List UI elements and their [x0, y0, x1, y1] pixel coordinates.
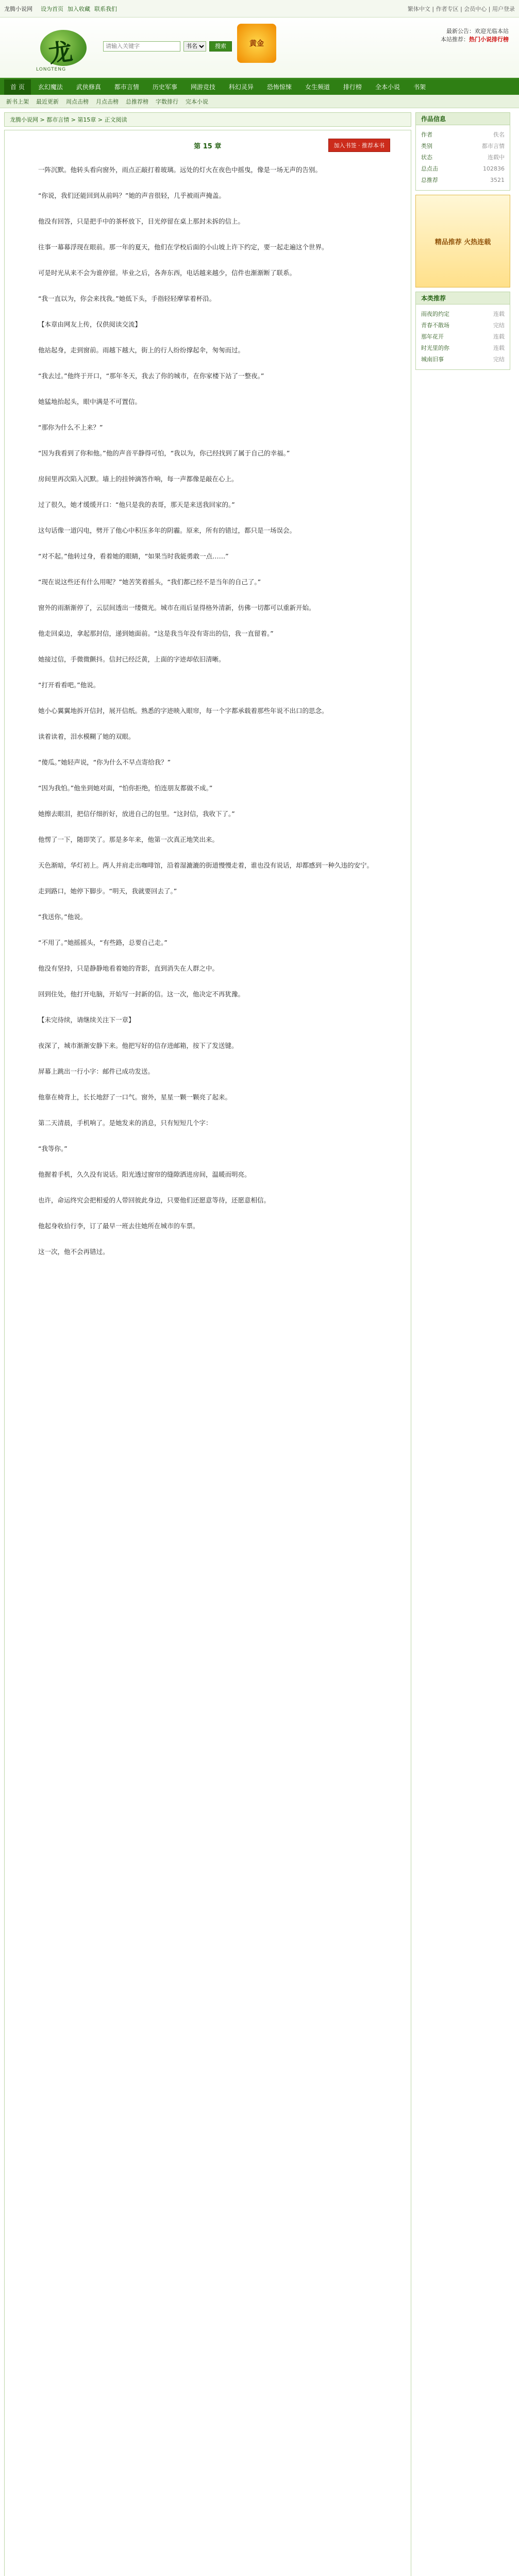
sidebar-row-label: 青春不散场 — [421, 322, 449, 329]
sidebar — [415, 112, 510, 2576]
chapter-paragraph: 读着读着，泪水模糊了她的双眼。 — [38, 733, 135, 740]
breadcrumb[interactable]: 龙腾小说网 > 都市言情 > 第15章 > 正文阅读 — [4, 112, 411, 127]
nav-item-urban[interactable]: 都市言情 — [114, 83, 139, 91]
chapter-paragraph: 天色渐暗，华灯初上。两人并肩走出咖啡馆，沿着湿漉漉的街道慢慢走着，谁也没有说话，却都感到一种久违的安宁。 — [38, 861, 374, 869]
chapter-paragraph: 他没有回答，只是把手中的茶杯放下，目光停留在桌上那封未拆的信上。 — [38, 217, 245, 225]
chapter-paragraph: 往事一幕幕浮现在眼前。那一年的夏天，他们在学校后面的小山坡上许下约定，要一起走遍这个世界。 — [38, 243, 328, 251]
chapter-paragraph: 也许，命运终究会把相爱的人带回彼此身边，只要他们还愿意等待，还愿意相信。 — [38, 1196, 271, 1204]
sidebar-row-label: 总推荐 — [421, 177, 438, 183]
sidebar-row-label: 雨夜的约定 — [421, 311, 449, 317]
subnav-item-weekly[interactable]: 周点击榜 — [66, 98, 89, 105]
nav-item-wuxia[interactable]: 武侠修真 — [76, 83, 101, 91]
subnav-item-finished[interactable]: 完本小说 — [186, 98, 208, 105]
sidebar-row-value: 连载中 — [488, 154, 505, 161]
chapter-paragraph: 他走回桌边，拿起那封信，递到她面前。“这是我当年没有寄出的信，我一直留着。” — [38, 630, 274, 637]
chapter-paragraph: 房间里再次陷入沉默。墙上的挂钟滴答作响，每一声都像是敲在心上。 — [38, 475, 238, 483]
top-notice[interactable]: 繁体中文 | 作者专区 | 会员中心 | 用户登录 — [407, 5, 515, 12]
chapter-paragraph: “我等你。” — [38, 1145, 68, 1153]
chapter-paragraph: 她擦去眼泪，把信仔细折好，放进自己的包里。“这封信，我收下了。” — [38, 810, 235, 818]
sidebar-row-value: 连载 — [493, 333, 505, 340]
site-logo[interactable] — [36, 30, 93, 71]
header-info — [441, 27, 509, 43]
chapter-paragraph: “那你为什么不上来？” — [38, 423, 103, 431]
nav-item-fantasy[interactable]: 玄幻魔法 — [38, 83, 63, 91]
category-recommend-body — [416, 304, 510, 369]
chapter-paragraph: 他愣了一下，随即笑了。那是多年来，他第一次真正地笑出来。 — [38, 836, 219, 843]
chapter-paragraph: 屏幕上跳出一行小字：邮件已成功发送。 — [38, 1067, 155, 1075]
top-link-favorite[interactable]: 加入收藏 — [68, 5, 90, 12]
sidebar-row — [421, 175, 505, 186]
chapter-paragraph: 他站起身，走到窗前。雨越下越大，街上的行人纷纷撑起伞，匆匆而过。 — [38, 346, 245, 354]
chapter-paragraph: “傻瓜。”她轻声说，“你为什么不早点寄给我？” — [38, 758, 171, 766]
chapter-paragraph: 过了很久，她才缓缓开口：“他只是我的表哥，那天是来送我回家的。” — [38, 501, 235, 509]
nav-item-ranking[interactable]: 排行榜 — [343, 83, 362, 91]
sidebar-row-label: 作者 — [421, 131, 432, 138]
subnav-item-updated[interactable]: 最近更新 — [36, 98, 59, 105]
chapter-paragraph: 她接过信，手微微颤抖。信封已经泛黄，上面的字迹却依旧清晰。 — [38, 655, 225, 663]
sidebar-row-label: 状态 — [421, 154, 432, 161]
top-links — [41, 5, 117, 13]
sidebar-row-value: 佚名 — [493, 131, 505, 138]
nav-item-history[interactable]: 历史军事 — [152, 83, 177, 91]
chapter-paragraph: 他握着手机，久久没有说话。阳光透过窗帘的缝隙洒进房间，温暖而明亮。 — [38, 1171, 251, 1178]
sidebar-row[interactable] — [421, 309, 505, 320]
sidebar-row-label: 时光里的你 — [421, 345, 449, 351]
logo-char: 龙 — [46, 37, 74, 68]
subnav-item-new[interactable]: 新书上架 — [6, 98, 29, 105]
search-type-select[interactable] — [183, 41, 206, 52]
category-recommend-title: 本类推荐 — [416, 292, 510, 304]
sidebar-row-label: 城南旧事 — [421, 356, 444, 363]
chapter-head — [25, 139, 390, 152]
sidebar-row-label: 那年花开 — [421, 333, 444, 340]
book-info-body — [416, 125, 510, 190]
sidebar-row-label: 类别 — [421, 143, 432, 149]
book-info-title: 作品信息 — [416, 113, 510, 125]
category-recommend-panel — [415, 292, 510, 370]
chapter-paragraph: 一阵沉默。他转头看向窗外，雨点正敲打着玻璃。远处的灯火在夜色中摇曳，像是一场无声的告别。 — [38, 166, 322, 174]
chapter-paragraph: 她小心翼翼地拆开信封，展开信纸。熟悉的字迹映入眼帘，每一个字都承载着那些年说不出口的思念。 — [38, 707, 328, 715]
nav-item-scifi[interactable]: 科幻灵异 — [228, 83, 254, 91]
chapter-paragraph: “对不起。”他转过身，看着她的眼睛，“如果当时我能勇敢一点……” — [38, 552, 229, 560]
bookmark-button[interactable]: 加入书签 · 推荐本书 — [328, 139, 391, 152]
chapter-body — [25, 162, 390, 1260]
chapter-paragraph: “我一直以为，你会来找我。”她低下头，手指轻轻摩挲着杯沿。 — [38, 295, 216, 302]
sidebar-row[interactable] — [421, 320, 505, 331]
top-bar — [0, 0, 519, 18]
header-announcement[interactable]: 最新公告：欢迎光临本站 — [446, 28, 509, 35]
sidebar-row[interactable] — [421, 343, 505, 354]
top-link-home[interactable]: 设为首页 — [41, 5, 63, 12]
search-row — [103, 41, 232, 52]
chapter-paragraph: 窗外的雨渐渐停了，云层间透出一缕微光。城市在雨后显得格外清新，仿佛一切都可以重新开始。 — [38, 604, 315, 612]
sidebar-row-value: 完结 — [493, 322, 505, 329]
header-recommend-label: 本站推荐： — [441, 36, 469, 43]
chapter-paragraph: 她猛地抬起头，眼中满是不可置信。 — [38, 398, 142, 405]
chapter-title: 第 15 章 — [194, 142, 222, 150]
chapter-paragraph: 第二天清晨，手机响了。是她发来的消息，只有短短几个字： — [38, 1119, 212, 1127]
header — [0, 18, 519, 79]
chapter-paragraph: “现在说这些还有什么用呢？”她苦笑着摇头，“我们都已经不是当年的自己了。” — [38, 578, 261, 586]
site-name: 龙腾小说网 — [4, 5, 32, 12]
chapter-paragraph: “不用了。”她摇摇头，“有些路，总要自己走。” — [38, 939, 168, 946]
chapter-paragraph: 他起身收拾行李，订了最早一班去往她所在城市的车票。 — [38, 1222, 199, 1230]
sidebar-row-value: 连载 — [493, 345, 505, 351]
header-hot-link[interactable]: 热门小说排行榜 — [469, 36, 509, 43]
nav-item-home[interactable]: 首 页 — [4, 79, 31, 95]
chapter-paragraph: 回到住处，他打开电脑，开始写一封新的信。这一次，他决定不再犹豫。 — [38, 990, 245, 998]
chapter-paragraph: “我送你。”他说。 — [38, 913, 87, 921]
sidebar-row-label: 总点击 — [421, 165, 438, 172]
nav-item-horror[interactable]: 恐怖惊悚 — [266, 83, 292, 91]
book-info-panel — [415, 112, 510, 191]
nav-item-games[interactable]: 网游竞技 — [190, 83, 215, 91]
chapter-box — [4, 130, 411, 2576]
chapter-paragraph: 【本章由网友上传，仅供阅读交流】 — [38, 320, 142, 328]
logo-en: LONGTENG — [36, 67, 66, 72]
sidebar-row[interactable] — [421, 331, 505, 343]
sidebar-row[interactable] — [421, 354, 505, 365]
chapter-paragraph: “因为我看到了你和他。”他的声音平静得可怕，“我以为，你已经找到了属于自己的幸福。” — [38, 449, 290, 457]
subnav-item-recommend[interactable]: 总推荐榜 — [126, 98, 148, 105]
nav-item-complete[interactable]: 全本小说 — [375, 83, 400, 91]
sidebar-row — [421, 141, 505, 152]
chapter-paragraph: 可是时光从来不会为谁停留。毕业之后，各奔东西，电话越来越少，信件也渐渐断了联系。 — [38, 269, 296, 277]
chapter-paragraph: 夜深了，城市渐渐安静下来。他把写好的信存进邮箱，按下了发送键。 — [38, 1042, 238, 1049]
nav-item-bookshelf[interactable]: 书架 — [413, 83, 426, 91]
promo-badge[interactable]: 黄金 — [237, 24, 276, 63]
sidebar-row-value: 都市言情 — [482, 143, 505, 149]
chapter-paragraph: “你说，我们还能回到从前吗？”她的声音很轻，几乎被雨声掩盖。 — [38, 192, 225, 199]
sidebar-row-value: 102836 — [483, 165, 505, 172]
sidebar-row-value: 完结 — [493, 356, 505, 363]
subnav-item-monthly[interactable]: 月点击榜 — [96, 98, 119, 105]
main-nav — [0, 79, 519, 95]
sub-nav — [0, 95, 519, 108]
chapter-paragraph: “我去过。”他终于开口，“那年冬天，我去了你的城市，在你家楼下站了一整夜。” — [38, 372, 264, 380]
search-button[interactable]: 搜索 — [209, 41, 232, 52]
sidebar-row-value: 3521 — [490, 177, 505, 183]
content-column — [4, 112, 411, 2576]
sidebar-row — [421, 129, 505, 141]
chapter-paragraph: 走到路口，她停下脚步。“明天，我就要回去了。” — [38, 887, 177, 895]
chapter-paragraph: 这句话像一道闪电，劈开了他心中积压多年的阴霾。原来，所有的错过，都只是一场误会。 — [38, 527, 296, 534]
nav-item-female[interactable]: 女生频道 — [305, 83, 330, 91]
chapter-paragraph: 他没有坚持，只是静静地看着她的背影，直到消失在人群之中。 — [38, 964, 219, 972]
chapter-paragraph: “因为我怕。”他坐到她对面，“怕你拒绝，怕连朋友都做不成。” — [38, 784, 213, 792]
chapter-paragraph: 【未完待续，请继续关注下一章】 — [38, 1016, 135, 1024]
search-input[interactable] — [103, 41, 180, 52]
sidebar-row — [421, 152, 505, 163]
chapter-paragraph: 这一次，他不会再错过。 — [38, 1248, 109, 1256]
sidebar-row — [421, 163, 505, 175]
chapter-paragraph: “打开看看吧。”他说。 — [38, 681, 100, 689]
main-area — [0, 108, 519, 2576]
chapter-paragraph: 他靠在椅背上，长长地舒了一口气。窗外，星星一颗一颗亮了起来。 — [38, 1093, 232, 1101]
subnav-item-wordcount[interactable]: 字数排行 — [156, 98, 178, 105]
sidebar-row-value: 连载 — [493, 311, 505, 317]
sidebar-ad[interactable]: 精品推荐 火热连载 — [415, 195, 510, 287]
top-link-contact[interactable]: 联系我们 — [94, 5, 117, 12]
